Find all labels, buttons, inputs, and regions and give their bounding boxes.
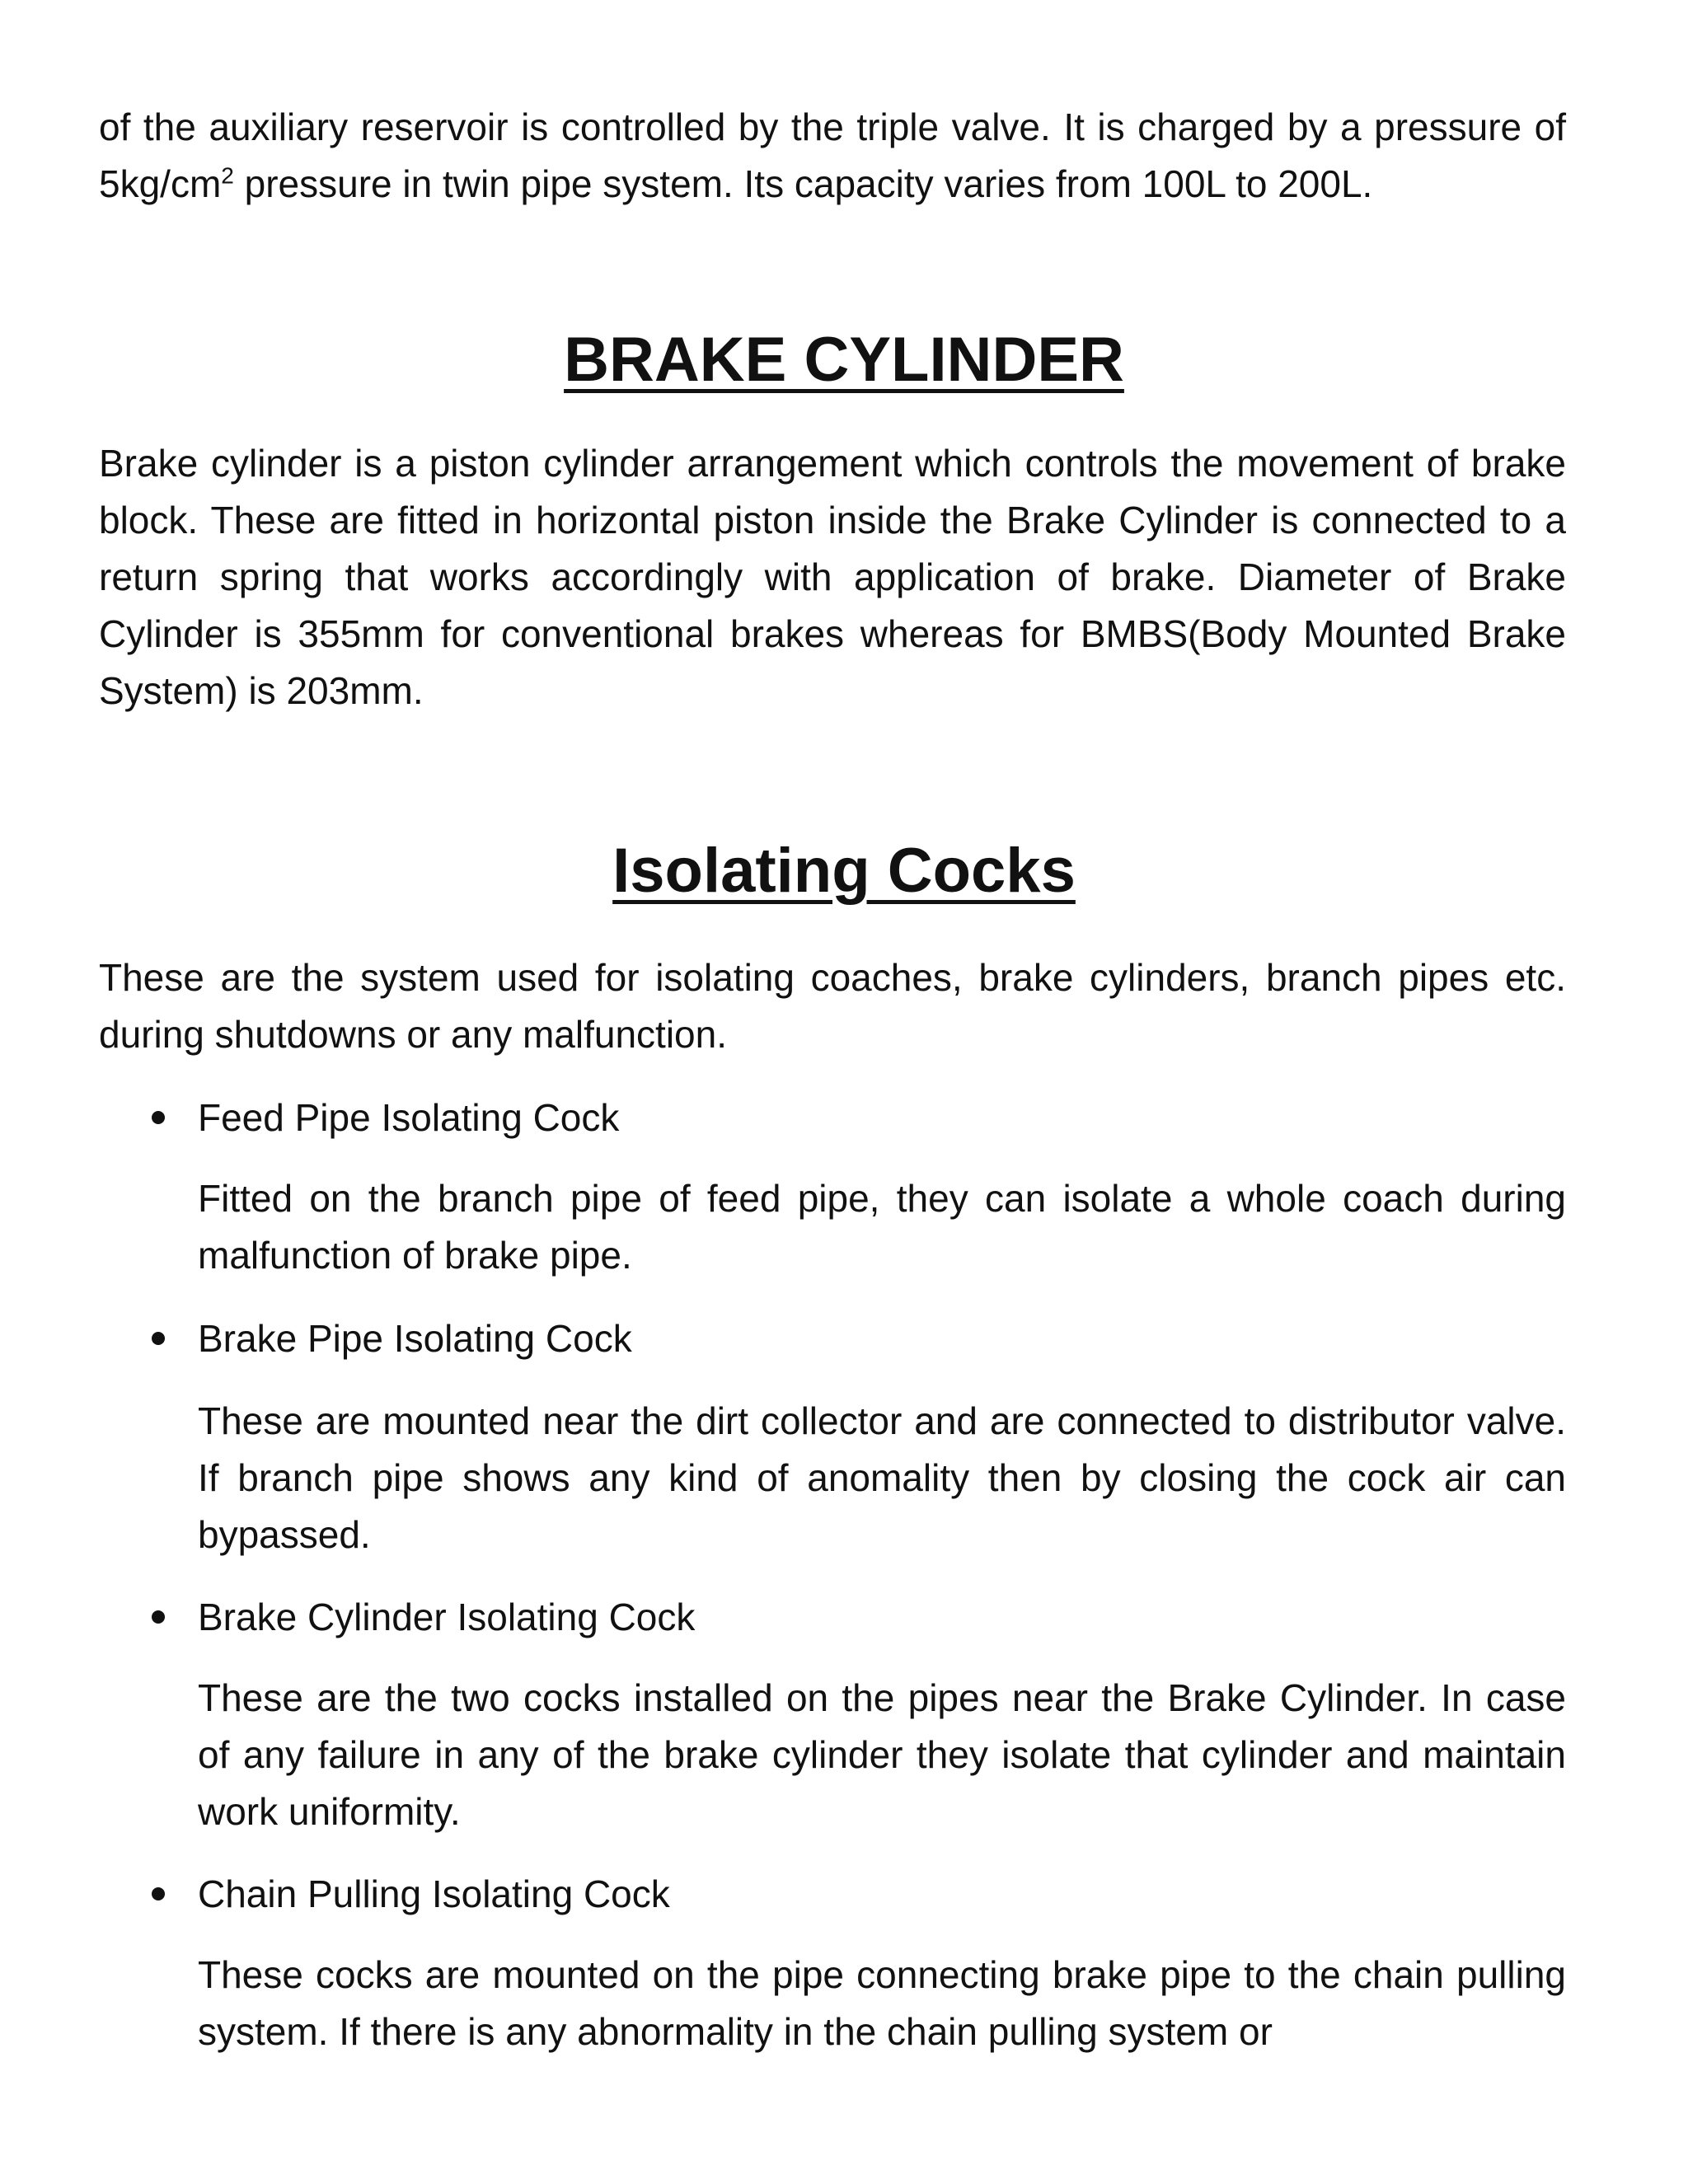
intro-superscript: 2 bbox=[221, 162, 234, 189]
bullet-body-chain-pulling: These cocks are mounted on the pipe connecting brake pipe to the chain pulling system. If there is any abnormality in the chain pulling system or bbox=[198, 1953, 1566, 2053]
bullet-dot-icon bbox=[152, 1111, 165, 1124]
bullet-body-brake-cylinder: These are the two cocks installed on the pipes near the Brake Cylinder. In case of any failure in any of the brake cylinder they isolate that cylinder and maintain work uniformity. bbox=[198, 1676, 1566, 1833]
isolating-cocks-intro: These are the system used for isolating coaches, brake cylinders, branch pipes etc. during shutdowns or any malfunction. bbox=[99, 956, 1566, 1056]
bullet-title-chain-pulling: Chain Pulling Isolating Cock bbox=[198, 1872, 670, 1915]
bullet-title-feed-pipe: Feed Pipe Isolating Cock bbox=[198, 1096, 620, 1139]
bullet-item-brake-cylinder bbox=[198, 1589, 1566, 1646]
bullet-dot-icon bbox=[152, 1887, 165, 1900]
brake-cylinder-heading: BRAKE CYLINDER bbox=[564, 325, 1124, 395]
isolating-cocks-heading: Isolating Cocks bbox=[612, 836, 1076, 906]
bullet-body-feed-pipe: Fitted on the branch pipe of feed pipe, they can isolate a whole coach during malfunction of brake pipe. bbox=[198, 1177, 1566, 1277]
bullet-dot-icon bbox=[152, 1332, 165, 1345]
bullet-body-brake-pipe: These are mounted near the dirt collector and are connected to distributor valve. If branch pipe shows any kind of anomality then by closing the cock air can bypassed. bbox=[198, 1399, 1566, 1556]
intro-text-part2: pressure in twin pipe system. Its capacity varies from 100L to 200L. bbox=[233, 162, 1373, 205]
intro-text-part1: of the auxiliary reservoir is controlled by the triple valve. It is charged by a pressure of 5kg/cm bbox=[99, 105, 1566, 205]
bullet-item-chain-pulling bbox=[198, 1866, 1566, 1923]
bullet-title-brake-cylinder: Brake Cylinder Isolating Cock bbox=[198, 1596, 696, 1638]
bullet-item-feed-pipe bbox=[198, 1090, 1566, 1146]
bullet-dot-icon bbox=[152, 1610, 165, 1624]
intro-paragraph bbox=[99, 99, 1566, 213]
bullet-title-brake-pipe: Brake Pipe Isolating Cock bbox=[198, 1317, 632, 1360]
brake-cylinder-paragraph: Brake cylinder is a piston cylinder arrangement which controls the movement of brake block. These are fitted in horizontal piston inside the Brake Cylinder is connected to a return spring that works accordingly with application of brake. Diameter of Brake Cylinder is 355mm for conventional brakes whereas for BMBS(Body Mounted Brake System) is 203mm. bbox=[99, 442, 1566, 712]
bullet-item-brake-pipe bbox=[198, 1310, 1566, 1367]
